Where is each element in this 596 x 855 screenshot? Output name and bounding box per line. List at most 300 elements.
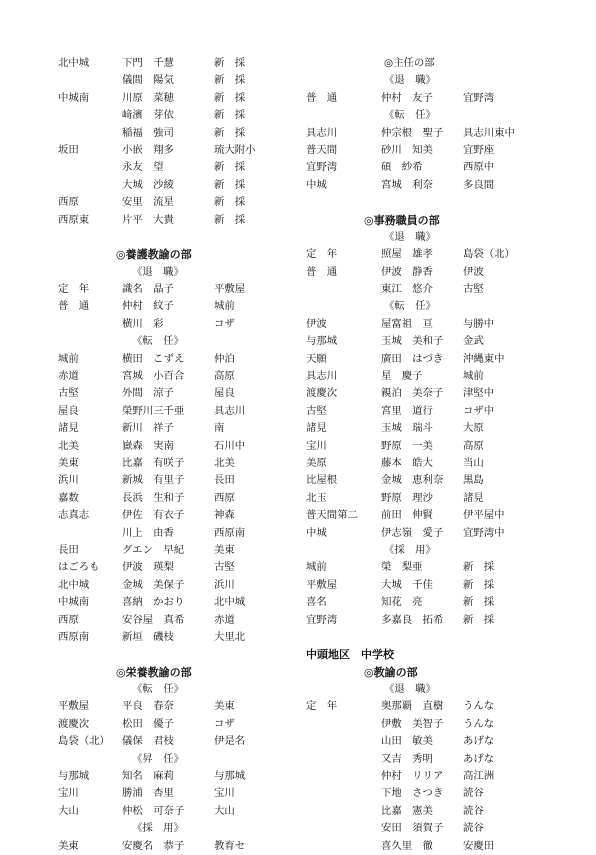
destination-cell: 津堅中 [463, 387, 495, 400]
destination-cell: 古堅 [214, 561, 235, 574]
destination-cell: 与那城 [214, 770, 246, 783]
subsection-heading [58, 264, 308, 281]
destination-cell: 新 採 [214, 196, 246, 209]
school-cell: 志真志 [58, 509, 90, 522]
destination-cell: 西原 [214, 491, 235, 504]
school-cell: 古堅 [306, 404, 327, 417]
destination-cell: 安慶田 [463, 839, 495, 852]
subheading-text: 《採 用》 [132, 822, 184, 835]
destination-cell: あげな [463, 752, 495, 765]
destination-cell: 屋良 [214, 387, 235, 400]
spacer [306, 629, 596, 646]
spacer [306, 194, 596, 211]
subheading-text: 《退 職》 [384, 230, 436, 243]
name-cell: 喜久里 徹 [381, 839, 433, 852]
name-cell: 勝浦 杏里 [122, 787, 174, 800]
name-cell: 仲宗根 聖子 [381, 126, 444, 139]
roster-row [58, 438, 308, 455]
roster-row [58, 612, 308, 629]
subsection-heading [58, 681, 308, 698]
roster-row [306, 612, 596, 629]
name-cell: 奥那覇 直樹 [381, 700, 444, 713]
roster-row [58, 212, 308, 229]
school-cell: 普天間 [306, 143, 338, 156]
school-cell: 中城 [306, 178, 327, 191]
roster-row [58, 455, 308, 472]
school-cell: 西原東 [58, 213, 90, 226]
school-cell: 宜野湾 [306, 161, 338, 174]
school-cell: 伊波 [306, 317, 327, 330]
school-cell: 普 通 [58, 300, 90, 313]
name-cell: 外間 涼子 [122, 387, 174, 400]
destination-cell: うんな [463, 717, 495, 730]
destination-cell: 長田 [214, 474, 235, 487]
name-cell: 新川 祥子 [122, 422, 174, 435]
subheading-text: 《昇 任》 [132, 752, 184, 765]
name-cell: 金城 美保子 [122, 578, 185, 591]
roster-row [306, 455, 596, 472]
subsection-heading [58, 751, 308, 768]
roster-row [306, 751, 596, 768]
name-cell: 野原 一美 [381, 439, 433, 452]
roster-row [58, 490, 308, 507]
name-cell: 仲村 リリア [381, 770, 444, 783]
subheading-text: ◎主任の部 [384, 57, 435, 69]
destination-cell: 石川中 [214, 439, 246, 452]
subheading-text: 《採 用》 [384, 543, 436, 556]
subsection-heading [306, 542, 596, 559]
name-cell: 廣田 はづき [381, 352, 444, 365]
destination-cell: 新 採 [214, 91, 246, 104]
name-cell: 松田 優子 [122, 717, 174, 730]
school-cell: 北中城 [58, 57, 90, 69]
subheading-text: 《転 任》 [132, 335, 184, 348]
school-cell: 屋良 [58, 404, 79, 417]
name-cell: 喜納 かおり [122, 596, 185, 609]
roster-row [306, 246, 596, 263]
roster-row [306, 420, 596, 437]
destination-cell: 諸見 [463, 491, 484, 504]
school-cell: 宝川 [306, 439, 327, 452]
name-cell: グエン 早紀 [122, 543, 185, 556]
destination-cell: 城前 [214, 300, 235, 313]
name-cell: 親泊 美奈子 [381, 387, 444, 400]
name-cell: 川原 菜穂 [122, 91, 174, 104]
name-cell: 照屋 雄孝 [381, 248, 433, 261]
right-column [306, 55, 596, 855]
destination-cell: 城前 [463, 370, 484, 383]
destination-cell: 具志川 [214, 404, 246, 417]
roster-row [58, 420, 308, 437]
name-cell: 安谷屋 真希 [122, 613, 185, 626]
roster-row [58, 594, 308, 611]
destination-cell: 宜野湾中 [463, 526, 505, 539]
heading-text: ◎事務職員の部 [364, 213, 440, 227]
heading-text: ◎教諭の部 [364, 665, 418, 679]
name-cell: 安田 須賀子 [381, 822, 444, 835]
destination-cell: 新 採 [214, 161, 246, 174]
name-cell: 儀間 陽気 [122, 74, 174, 87]
school-cell: 美東 [58, 839, 79, 852]
destination-cell: 美東 [214, 543, 235, 556]
roster-row [58, 698, 308, 715]
destination-cell: 金武 [463, 335, 484, 348]
heading-text: ◎養護教諭の部 [116, 248, 192, 262]
destination-cell: 神森 [214, 509, 235, 522]
name-cell: 又吉 秀明 [381, 752, 433, 765]
destination-cell: コザ中 [463, 404, 495, 417]
roster-row [58, 316, 308, 333]
name-cell: 金城 恵利奈 [381, 474, 444, 487]
name-cell: 仲村 友子 [381, 91, 433, 104]
subsection-heading [58, 820, 308, 837]
destination-cell: 沖縄東中 [463, 352, 505, 365]
name-cell: 比嘉 有咲子 [122, 456, 185, 469]
name-cell: 新城 有里子 [122, 474, 185, 487]
roster-row [306, 351, 596, 368]
destination-cell: 新 採 [214, 126, 246, 139]
name-cell: 宮里 道行 [381, 404, 433, 417]
school-cell: 平敷屋 [58, 700, 90, 713]
name-cell: 知名 麻莉 [122, 770, 174, 783]
destination-cell: 古堅 [463, 283, 484, 296]
name-cell: 伊波 瑛梨 [122, 561, 174, 574]
roster-row [306, 316, 596, 333]
roster-row [58, 159, 308, 176]
name-cell: 新垣 磯枝 [122, 630, 174, 643]
destination-cell: 新 採 [214, 74, 246, 87]
roster-row [58, 838, 308, 855]
name-cell: 仲松 可奈子 [122, 804, 185, 817]
name-cell: 片平 大貴 [122, 213, 174, 226]
subheading-text: 《退 職》 [384, 683, 436, 696]
roster-row [58, 733, 308, 750]
name-cell: 比嘉 憲美 [381, 804, 433, 817]
name-cell: 東江 悠介 [381, 283, 433, 296]
roster-row [306, 472, 596, 489]
name-cell: 伊波 静香 [381, 265, 433, 278]
school-cell: 具志川 [306, 126, 338, 139]
destination-cell: 仲泊 [214, 352, 235, 365]
school-cell: 普天間第二 [306, 509, 358, 522]
destination-cell: コザ [214, 717, 235, 730]
destination-cell: 琉大附小 [214, 143, 256, 156]
destination-cell: 西原中 [463, 161, 495, 174]
destination-cell: 高原 [463, 439, 484, 452]
destination-cell: 具志川東中 [463, 126, 515, 139]
roster-row [306, 733, 596, 750]
name-cell: 横川 彩 [122, 317, 164, 330]
name-cell: 伊敷 美智子 [381, 717, 444, 730]
destination-cell: 大山 [214, 804, 235, 817]
name-cell: 下門 千慧 [122, 57, 174, 69]
roster-row [58, 368, 308, 385]
name-cell: 多嘉良 拓希 [381, 613, 444, 626]
roster-row [306, 507, 596, 524]
destination-cell: 教育セ [214, 839, 246, 852]
name-cell: 川上 由香 [122, 526, 174, 539]
school-cell: 渡慶次 [306, 387, 338, 400]
name-cell: 砂川 知美 [381, 143, 433, 156]
destination-cell: 高江洲 [463, 770, 495, 783]
subheading-text: 《転 任》 [384, 109, 436, 122]
roster-row [58, 768, 308, 785]
school-cell: 喜名 [306, 596, 327, 609]
roster-row [58, 177, 308, 194]
destination-cell: 島袋（北） [463, 248, 515, 261]
roster-row [306, 785, 596, 802]
school-cell: 渡慶次 [58, 717, 90, 730]
school-cell: 定 年 [58, 283, 90, 296]
roster-row [306, 438, 596, 455]
destination-cell: 浜川 [214, 578, 235, 591]
destination-cell: 伊平屋中 [463, 509, 505, 522]
name-cell: 碩 紗希 [381, 161, 423, 174]
name-cell: 安里 流星 [122, 196, 174, 209]
school-cell: 諸見 [306, 422, 327, 435]
destination-cell: 北美 [214, 456, 235, 469]
destination-cell: 伊波 [463, 265, 484, 278]
school-cell: 美原 [306, 456, 327, 469]
roster-row [306, 820, 596, 837]
subsection-heading [58, 333, 308, 350]
name-cell: 﨑濱 芽依 [122, 109, 174, 122]
destination-cell: あげな [463, 735, 495, 748]
name-cell: 知花 亮 [381, 596, 423, 609]
name-cell: 下地 さつき [381, 787, 444, 800]
roster-row [306, 577, 596, 594]
roster-row [58, 507, 308, 524]
destination-cell: 赤道 [214, 613, 235, 626]
destination-cell: 与勝中 [463, 317, 495, 330]
name-cell: 榮 梨亜 [381, 561, 423, 574]
name-cell: 大城 沙綾 [122, 178, 174, 191]
name-cell: 前田 伸賢 [381, 509, 433, 522]
school-cell: 西原 [58, 613, 79, 626]
subsection-heading [306, 72, 596, 89]
school-cell: 諸見 [58, 422, 79, 435]
roster-row [58, 298, 308, 315]
name-cell: 仲村 紋子 [122, 300, 174, 313]
school-cell: 坂田 [58, 143, 79, 156]
destination-cell: 大原 [463, 422, 484, 435]
roster-row [306, 525, 596, 542]
subsection-heading [306, 55, 596, 72]
roster-row [58, 525, 308, 542]
destination-cell: 美東 [214, 700, 235, 713]
left-column [58, 55, 308, 855]
roster-row [306, 559, 596, 576]
name-cell: 永友 望 [122, 161, 164, 174]
name-cell: 長浜 生和子 [122, 491, 185, 504]
destination-cell: 新 採 [463, 561, 495, 574]
roster-row [306, 768, 596, 785]
destination-cell: 宜野湾 [463, 91, 495, 104]
subsection-heading [306, 681, 596, 698]
roster-row [58, 107, 308, 124]
school-cell: 美東 [58, 456, 79, 469]
name-cell: 榮野川三千亜 [122, 404, 185, 417]
roster-row [306, 716, 596, 733]
roster-row [306, 594, 596, 611]
name-cell: 宮城 小百合 [122, 370, 185, 383]
name-cell: 玉城 瑞斗 [381, 422, 433, 435]
subsection-heading [306, 298, 596, 315]
destination-cell: 宝川 [214, 787, 235, 800]
school-cell: 大山 [58, 804, 79, 817]
destination-cell: 宜野座 [463, 143, 495, 156]
destination-cell: コザ [214, 317, 235, 330]
roster-row [58, 803, 308, 820]
name-cell: 稲福 強司 [122, 126, 174, 139]
name-cell: 横田 こずえ [122, 352, 185, 365]
school-cell: 北玉 [306, 491, 327, 504]
school-cell: 天願 [306, 352, 327, 365]
roster-row [58, 785, 308, 802]
name-cell: 小嵌 翔多 [122, 143, 174, 156]
roster-row [306, 838, 596, 855]
school-cell: 島袋（北） [58, 735, 110, 748]
name-cell: 星 慶子 [381, 370, 423, 383]
destination-cell: 大里北 [214, 630, 246, 643]
subheading-text: 《退 職》 [132, 265, 184, 278]
name-cell: 山田 敏美 [381, 735, 433, 748]
roster-row [58, 351, 308, 368]
roster-row [58, 385, 308, 402]
destination-cell: 北中城 [214, 596, 246, 609]
school-cell: 赤道 [58, 370, 79, 383]
name-cell: 伊佐 有衣子 [122, 509, 185, 522]
name-cell: 安慶名 恭子 [122, 839, 185, 852]
roster-row [306, 159, 596, 176]
roster-row [306, 385, 596, 402]
destination-cell: 黒島 [463, 474, 484, 487]
spacer [58, 646, 308, 663]
destination-cell: 多良間 [463, 178, 495, 191]
school-cell: 長田 [58, 543, 79, 556]
roster-row [306, 125, 596, 142]
school-cell: 北中城 [58, 578, 90, 591]
destination-cell: 新 採 [463, 578, 495, 591]
roster-row [58, 142, 308, 159]
name-cell: 玉城 美和子 [381, 335, 444, 348]
school-cell: 北美 [58, 439, 79, 452]
roster-row [58, 55, 308, 72]
school-cell: 中城南 [58, 91, 90, 104]
heading-text: ◎栄養教諭の部 [116, 665, 192, 679]
destination-cell: 南 [214, 422, 225, 435]
roster-row [306, 368, 596, 385]
roster-row [306, 90, 596, 107]
destination-cell: 高原 [214, 370, 235, 383]
subheading-text: 《転 任》 [384, 300, 436, 313]
school-cell: 嘉数 [58, 491, 79, 504]
roster-row [306, 281, 596, 298]
name-cell: 嶽森 実南 [122, 439, 174, 452]
section-heading [58, 664, 308, 681]
destination-cell: 読谷 [463, 822, 484, 835]
destination-cell: 伊是名 [214, 735, 246, 748]
roster-row [58, 472, 308, 489]
school-cell: 定 年 [306, 248, 338, 261]
school-cell: 与那城 [306, 335, 338, 348]
roster-row [58, 72, 308, 89]
school-cell: 古堅 [58, 387, 79, 400]
destination-cell: 新 採 [214, 57, 246, 69]
school-cell: 中城南 [58, 596, 90, 609]
destination-cell: 西原南 [214, 526, 246, 539]
roster-row [306, 264, 596, 281]
destination-cell: 新 採 [214, 109, 246, 122]
name-cell: 野原 理沙 [381, 491, 433, 504]
name-cell: 識名 晶子 [122, 283, 174, 296]
destination-cell: うんな [463, 700, 495, 713]
school-cell: 宜野湾 [306, 613, 338, 626]
roster-row [306, 177, 596, 194]
section-heading [58, 246, 308, 263]
heading-text: 中頭地区 中学校 [306, 648, 394, 662]
roster-row [306, 698, 596, 715]
name-cell: 儀保 君枝 [122, 735, 174, 748]
roster-row [306, 333, 596, 350]
spacer [58, 229, 308, 246]
roster-row [306, 803, 596, 820]
name-cell: 伊志嶺 愛子 [381, 526, 444, 539]
subheading-text: 《退 職》 [384, 74, 436, 87]
roster-row [58, 125, 308, 142]
roster-row [58, 577, 308, 594]
school-cell: 宝川 [58, 787, 79, 800]
roster-row [58, 542, 308, 559]
roster-row [306, 142, 596, 159]
school-cell: 普 通 [306, 91, 338, 104]
section-heading [306, 646, 596, 663]
school-cell: 浜川 [58, 474, 79, 487]
subheading-text: 《転 任》 [132, 683, 184, 696]
school-cell: 城前 [58, 352, 79, 365]
name-cell: 屋富祖 亘 [381, 317, 433, 330]
roster-row [58, 90, 308, 107]
roster-row [306, 490, 596, 507]
roster-row [58, 629, 308, 646]
name-cell: 藤本 皓大 [381, 456, 433, 469]
school-cell: 西原南 [58, 630, 90, 643]
roster-row [58, 559, 308, 576]
school-cell: 与那城 [58, 770, 90, 783]
school-cell: 具志川 [306, 370, 338, 383]
school-cell: はごろも [58, 561, 100, 574]
destination-cell: 平敷屋 [214, 283, 246, 296]
destination-cell: 当山 [463, 456, 484, 469]
destination-cell: 新 採 [214, 178, 246, 191]
name-cell: 宮城 利奈 [381, 178, 433, 191]
school-cell: 比屋根 [306, 474, 338, 487]
destination-cell: 新 採 [463, 613, 495, 626]
section-heading [306, 212, 596, 229]
school-cell: 定 年 [306, 700, 338, 713]
school-cell: 西原 [58, 196, 79, 209]
section-heading [306, 664, 596, 681]
roster-row [58, 194, 308, 211]
school-cell: 普 通 [306, 265, 338, 278]
subsection-heading [306, 107, 596, 124]
roster-row [306, 403, 596, 420]
name-cell: 大城 千佳 [381, 578, 433, 591]
destination-cell: 読谷 [463, 787, 484, 800]
school-cell: 城前 [306, 561, 327, 574]
roster-row [58, 281, 308, 298]
destination-cell: 新 採 [463, 596, 495, 609]
